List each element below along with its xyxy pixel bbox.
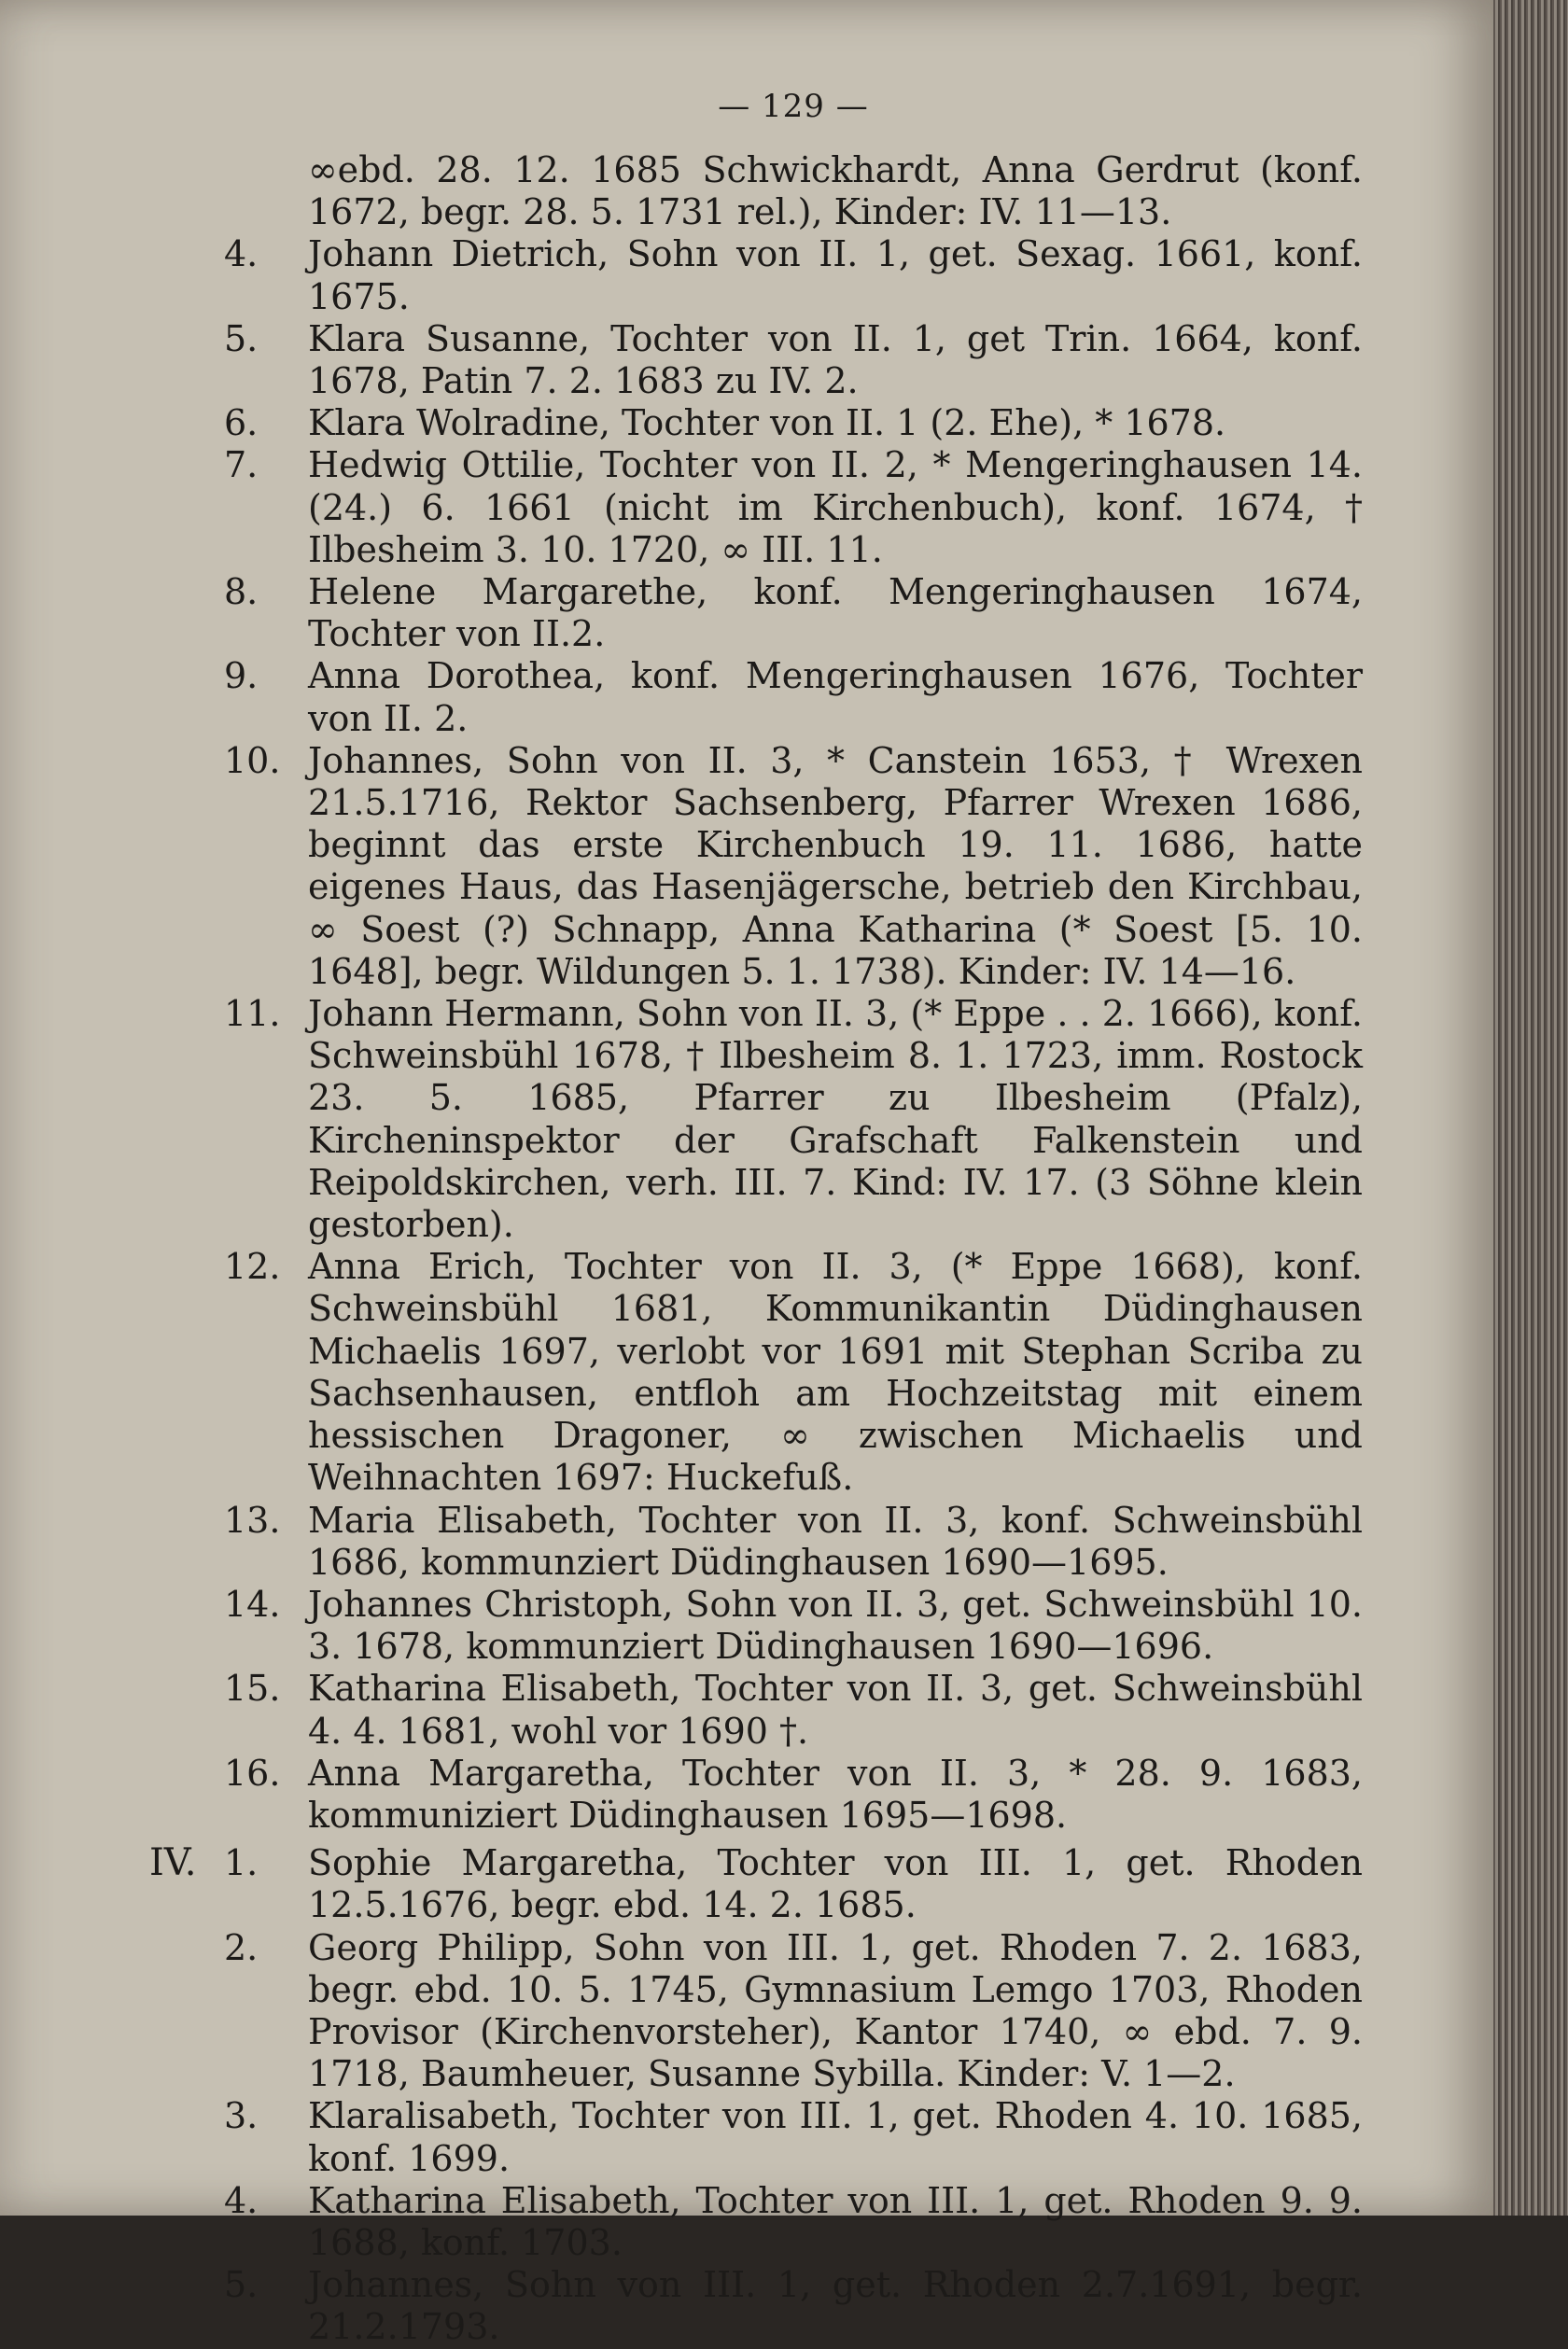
entry-text: Hedwig Ottilie, Tochter von II. 2, * Mengeringhausen 14. (24.) 6. 1661 (nicht im Kirchenbuch), konf. 1674, † Ilbesheim 3. 10. 1720, ∞ III. 11. — [308, 444, 1363, 570]
entry-text: ∞ebd. 28. 12. 1685 Schwickhardt, Anna Gerdrut (konf. 1672, begr. 28. 5. 1731 rel.), Kinder: IV. 11—13. — [308, 149, 1363, 233]
entry-number: 5. — [224, 317, 259, 359]
entry-number: 7. — [224, 444, 259, 486]
entry-iv-3 — [224, 2095, 1363, 2179]
entry-number: 1. — [224, 1842, 259, 1884]
page-number: — 129 — — [718, 88, 869, 125]
entry-text: Johannes, Sohn von III. 1, get. Rhoden 2.7.1691, begr. 21.2.1793. — [308, 2264, 1363, 2348]
entry-number: 9. — [224, 655, 259, 697]
page-edges — [1493, 0, 1568, 2216]
entry-iv-4 — [224, 2180, 1363, 2264]
entry-iv-2 — [224, 1927, 1363, 2096]
entry-text: Johannes, Sohn von II. 3, * Canstein 1653, † Wrexen 21.5.1716, Rektor Sachsenberg, Pfarrer Wrexen 1686, beginnt das erste Kirchenbuch 19. 11. 1686, hatte eigenes Haus, das Hasenjägersche, betrieb den Kirchbau, ∞ Soest (?) Schnapp, Anna Katharina (* Soest [5. 10. 1648], begr. Wildungen 5. 1. 1738). Kinder: IV. 14—16. — [308, 739, 1363, 992]
entry-iii-6 — [224, 402, 1363, 444]
entry-text: Katharina Elisabeth, Tochter von II. 3, get. Schweinsbühl 4. 4. 1681, wohl vor 1690 †. — [308, 1668, 1363, 1752]
entry-text: Johannes Christoph, Sohn von II. 3, get. Schweinsbühl 10. 3. 1678, kommunziert Düdinghausen 1690—1696. — [308, 1583, 1363, 1668]
entry-number: 16. — [224, 1752, 281, 1794]
entry-text: Klara Wolradine, Tochter von II. 1 (2. Ehe), * 1678. — [308, 402, 1226, 444]
entry-iii-3-cont — [224, 149, 1363, 233]
entry-iii-11 — [224, 993, 1363, 1246]
entry-number: 6. — [224, 402, 259, 444]
entry-number: 2. — [224, 1926, 259, 1968]
entry-number: 10. — [224, 739, 281, 781]
entry-number: 12. — [224, 1246, 281, 1288]
generation-marker: IV. — [149, 1841, 197, 1885]
entry-number: 4. — [224, 2179, 259, 2221]
entry-text: Sophie Margaretha, Tochter von III. 1, get. Rhoden 12.5.1676, begr. ebd. 14. 2. 1685. — [308, 1842, 1363, 1926]
entry-iii-16 — [224, 1753, 1363, 1837]
entry-iii-8 — [224, 571, 1363, 655]
entry-number: 5. — [224, 2264, 259, 2306]
entry-text: Katharina Elisabeth, Tochter von III. 1, get. Rhoden 9. 9. 1688, konf. 1703. — [308, 2179, 1363, 2263]
entry-text: Klara Susanne, Tochter von II. 1, get Trin. 1664, konf. 1678, Patin 7. 2. 1683 zu IV. 2. — [308, 317, 1363, 402]
entry-iii-7 — [224, 444, 1363, 571]
entry-text: Klaralisabeth, Tochter von III. 1, get. Rhoden 4. 10. 1685, konf. 1699. — [308, 2095, 1363, 2179]
entry-text: Georg Philipp, Sohn von III. 1, get. Rhoden 7. 2. 1683, begr. ebd. 10. 5. 1745, Gymnasium Lemgo 1703, Rhoden Provisor (Kirchenvorsteher), Kantor 1740, ∞ ebd. 7. 9. 1718, Baumheuer, Susanne Sybilla. Kinder: V. 1—2. — [308, 1926, 1363, 2095]
entry-list — [149, 149, 1363, 2349]
entry-iii-15 — [224, 1668, 1363, 1752]
entry-number: 13. — [224, 1499, 281, 1541]
entry-text: Anna Erich, Tochter von II. 3, (* Eppe 1668), konf. Schweinsbühl 1681, Kommunikantin Düdinghausen Michaelis 1697, verlobt vor 1691 mit Stephan Scriba zu Sachsenhausen, entfloh am Hochzeitstag mit einem hessischen Dragoner, ∞ zwischen Michaelis und Weihnachten 1697: Huckefuß. — [308, 1246, 1363, 1499]
entry-number: 15. — [224, 1668, 281, 1710]
entry-iii-5 — [224, 318, 1363, 402]
entry-text: Johann Hermann, Sohn von II. 3, (* Eppe . . 2. 1666), konf. Schweinsbühl 1678, † Ilbesheim 8. 1. 1723, imm. Rostock 23. 5. 1685, Pfarrer zu Ilbesheim (Pfalz), Kircheninspektor der Grafschaft Falkenstein und Reipoldskirchen, verh. III. 7. Kind: IV. 17. (3 Söhne klein gestorben). — [308, 993, 1363, 1246]
entry-number: 11. — [224, 993, 281, 1035]
entry-iii-14 — [224, 1584, 1363, 1668]
entry-text: Maria Elisabeth, Tochter von II. 3, konf. Schweinsbühl 1686, kommunziert Düdinghausen 1690—1695. — [308, 1499, 1363, 1583]
entry-iii-10 — [224, 740, 1363, 993]
entry-number: 3. — [224, 2095, 259, 2137]
entry-iii-9 — [224, 655, 1363, 739]
entry-iii-13 — [224, 1500, 1363, 1584]
entry-iv-1 — [149, 1841, 1363, 1926]
entry-text: Anna Dorothea, konf. Mengeringhausen 1676, Tochter von II. 2. — [308, 655, 1363, 739]
entry-iii-12 — [224, 1246, 1363, 1499]
entry-iv-5 — [224, 2264, 1363, 2348]
entry-number: 8. — [224, 571, 259, 613]
entry-text: Helene Margarethe, konf. Mengeringhausen 1674, Tochter von II.2. — [308, 571, 1363, 655]
entry-number: 14. — [224, 1583, 281, 1625]
entry-number: 4. — [224, 233, 259, 275]
entry-text: Anna Margaretha, Tochter von II. 3, * 28. 9. 1683, kommuniziert Düdinghausen 1695—1698. — [308, 1752, 1363, 1836]
entry-iii-4 — [224, 233, 1363, 317]
entry-text: Johann Dietrich, Sohn von II. 1, get. Sexag. 1661, konf. 1675. — [308, 233, 1363, 317]
